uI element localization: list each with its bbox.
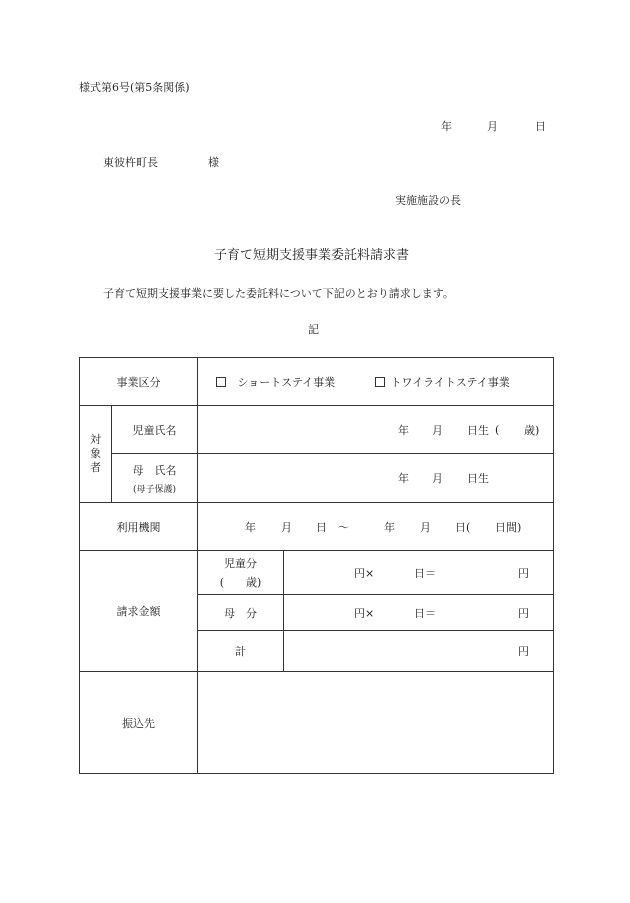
child-name-label: 児童氏名 bbox=[112, 406, 198, 454]
mother-name-sublabel: (母子保護) bbox=[132, 484, 177, 495]
mother-part-label: 母 分 bbox=[198, 595, 284, 631]
total-yen-unit: 円 bbox=[518, 645, 529, 658]
seikyu-kingaku-label: 請求金額 bbox=[80, 551, 198, 672]
child-day-equals: 日＝ bbox=[414, 566, 436, 580]
ki-label: 記 bbox=[308, 323, 319, 336]
mother-yen-unit: 円 bbox=[518, 606, 529, 620]
furikomi-field[interactable] bbox=[198, 672, 554, 774]
days-count-unit: 日間) bbox=[495, 520, 522, 534]
option-twilight-stay[interactable] bbox=[375, 374, 510, 390]
end-month-unit: 月 bbox=[420, 520, 431, 534]
usage-period-field[interactable] bbox=[198, 503, 554, 551]
date-month: 月 bbox=[487, 120, 498, 133]
date-year: 年 bbox=[441, 120, 452, 133]
end-year-unit: 年 bbox=[384, 520, 395, 534]
child-part-label-cell bbox=[198, 551, 284, 595]
addressee: 東彼杵町長 bbox=[103, 156, 158, 169]
total-label: 計 bbox=[198, 631, 284, 672]
furikomi-label: 振込先 bbox=[80, 672, 198, 774]
mother-yen-times: 円× bbox=[354, 606, 375, 620]
child-part-label: 児童分 bbox=[224, 557, 257, 570]
row-furikomi bbox=[80, 672, 554, 774]
jigyo-kubun-label: 事業区分 bbox=[80, 358, 198, 406]
sender: 実施施設の長 bbox=[395, 194, 461, 207]
checkbox-icon[interactable] bbox=[216, 377, 226, 387]
option-short-stay-label: ショートステイ事業 bbox=[237, 375, 336, 389]
mother-name-label-cell bbox=[112, 454, 198, 503]
age-open-paren: ( bbox=[495, 423, 500, 436]
date-day: 日 bbox=[535, 120, 546, 133]
start-month-unit: 月 bbox=[281, 520, 292, 534]
total-amount-field[interactable] bbox=[284, 631, 554, 672]
mother-birth-year-unit: 年 bbox=[398, 472, 409, 485]
taisho-sha-label: 対象者 bbox=[90, 433, 101, 474]
age-unit: 歳) bbox=[524, 423, 540, 437]
document-title: 子育て短期支援事業委託料請求書 bbox=[214, 248, 410, 263]
end-day-unit: 日( bbox=[455, 520, 471, 534]
range-tilde: 〜 bbox=[338, 520, 349, 534]
mother-birth-month-unit: 月 bbox=[432, 472, 443, 485]
mother-amount-field[interactable] bbox=[284, 595, 554, 631]
birth-day-unit: 日生 bbox=[467, 423, 489, 437]
usage-period-label: 利用機関 bbox=[80, 503, 198, 551]
honorific: 様 bbox=[208, 156, 219, 169]
option-twilight-stay-label: トワイライトステイ事業 bbox=[390, 375, 510, 389]
row-jigyo-kubun bbox=[80, 358, 554, 406]
mother-name-label: 母 氏名 bbox=[132, 463, 177, 477]
row-child-name bbox=[80, 406, 554, 454]
start-day-unit: 日 bbox=[316, 520, 327, 534]
birth-year-unit: 年 bbox=[398, 423, 409, 437]
child-name-field[interactable] bbox=[198, 406, 554, 454]
child-part-age: ( 歳) bbox=[219, 576, 262, 589]
request-table bbox=[79, 357, 554, 774]
intro-text: 子育て短期支援事業に要した委託料について下記のとおり請求します。 bbox=[103, 287, 454, 300]
child-amount-field[interactable] bbox=[284, 551, 554, 595]
taisho-sha-cell bbox=[80, 406, 112, 503]
row-child-amount bbox=[80, 551, 554, 595]
mother-day-equals: 日＝ bbox=[414, 606, 436, 620]
form-number: 様式第6号(第5条関係) bbox=[79, 81, 190, 94]
child-yen-unit: 円 bbox=[518, 566, 529, 580]
mother-name-field[interactable] bbox=[198, 454, 554, 503]
row-mother-name bbox=[80, 454, 554, 503]
start-year-unit: 年 bbox=[245, 520, 256, 534]
birth-month-unit: 月 bbox=[432, 423, 443, 437]
row-usage-period bbox=[80, 503, 554, 551]
checkbox-icon[interactable] bbox=[375, 377, 385, 387]
mother-birth-day-unit: 日生 bbox=[467, 472, 489, 485]
child-yen-times: 円× bbox=[354, 566, 375, 580]
option-short-stay[interactable] bbox=[216, 374, 335, 390]
